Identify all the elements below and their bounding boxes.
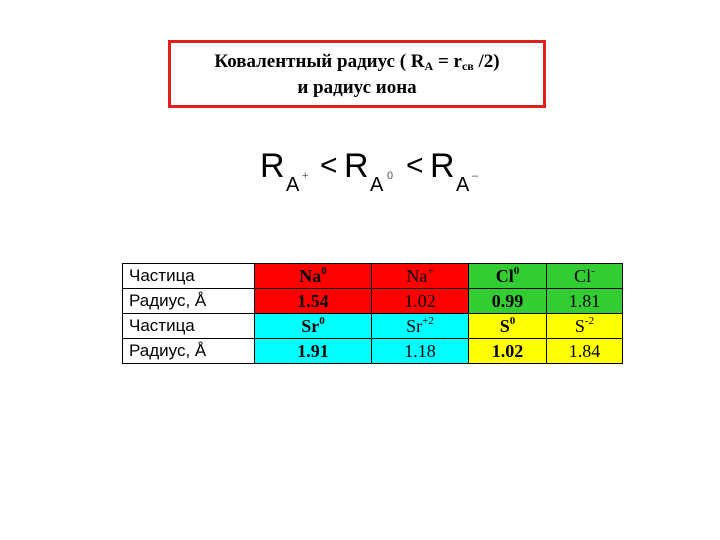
cell-na-plus: Na+ [372,264,469,289]
title-prefix: Ковалентный радиус ( R [214,51,425,72]
formula-lt-1: < [320,149,338,182]
cell-radius-s0: 1.02 [469,339,547,364]
table-row [123,339,623,364]
table-row [123,264,623,289]
formula-r-2: R [344,147,369,185]
title-box [168,40,546,108]
formula-a-3: A [456,174,470,196]
cell-s0: $S^0$ [469,314,547,339]
title-sub-sv: св [461,59,474,73]
cell-radius-sr0: 1.91 [255,339,372,364]
formula-charge-2: 0 [387,170,394,182]
cell-radius-s-minus2: 1.84 [547,339,623,364]
row-label: Частица [123,264,255,289]
row-label: Радиус, Å [123,289,255,314]
formula-charge-1: + [302,170,309,182]
title-eq: = r [433,51,462,72]
table-row [123,314,623,339]
formula-r-3: R [430,147,455,185]
title-line-2: и радиус иона [297,77,417,98]
cell-s-minus2: $S^{-2}$ [547,314,623,339]
cell-radius-na-plus: 1.02 [372,289,469,314]
radius-inequality-formula [256,146,496,196]
cell-cl0: Cl$^0$ [469,264,547,289]
cell-radius-na0: 1.54 [255,289,372,314]
table-row [123,289,623,314]
formula-r-1: R [260,147,285,185]
cell-radius-sr-plus2: 1.18 [372,339,469,364]
title-suffix: /2) [473,51,500,72]
formula-charge-3: – [472,170,479,182]
title-sub-a: A [424,59,434,73]
row-label: Радиус, Å [123,339,255,364]
cell-sr0: Sr$^0$ [255,314,372,339]
cell-sr-plus2: $Sr^{+2}$ [372,314,469,339]
formula-lt-2: < [406,149,424,182]
cell-na0: Na$^0$ [255,264,372,289]
formula-a-1: A [286,174,300,196]
formula-a-2: A [370,174,384,196]
title-line-1 [171,49,543,75]
cell-radius-cl-minus: 1.81 [547,289,623,314]
cell-cl-minus: Cl- [547,264,623,289]
row-label: Частица [123,314,255,339]
cell-radius-cl0: 0.99 [469,289,547,314]
ion-radius-table [122,263,623,364]
